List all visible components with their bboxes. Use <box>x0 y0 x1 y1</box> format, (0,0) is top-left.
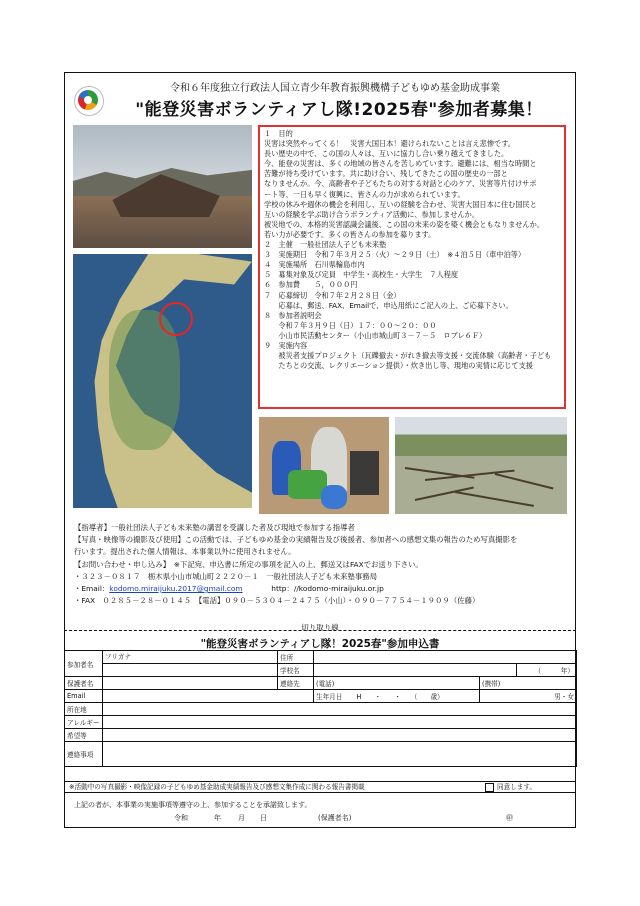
sponsor-subtitle: 令和６年度独立行政法人国立青少年教育振興機構子どもゆめ基金助成事業 <box>170 83 500 94</box>
date-day-label: 日 <box>260 814 267 822</box>
birthdate-field[interactable] <box>314 690 480 703</box>
address-field[interactable] <box>314 651 577 664</box>
cut-line-label: 切り取り線 <box>301 623 339 632</box>
contact-notes <box>74 522 568 607</box>
info-line: ６ 参加費 ５，０００円 <box>264 280 358 290</box>
info-line: 災害は突然やってくる！ 災害大国日本！避けられないことは言え悲惨です。 <box>264 139 515 149</box>
requests-field[interactable] <box>103 729 577 742</box>
table-row <box>65 677 577 690</box>
phone-label: (電話) <box>316 680 335 688</box>
contact-notes-field[interactable] <box>103 742 577 767</box>
mobile-field[interactable] <box>480 677 577 690</box>
guardian-consent-text: 上記の者が、本事業の実施事項等遵守の上、参加することを承諾致します。 <box>74 801 312 809</box>
furigana-field[interactable] <box>103 651 278 664</box>
cracked-ground-photo <box>395 417 567 514</box>
school-field[interactable] <box>314 664 517 677</box>
email-line <box>74 583 568 595</box>
participant-name-label: 参加者名 <box>65 651 103 677</box>
info-line: 若い力が必要です。多くの皆さんの参加を募ります。 <box>264 229 436 239</box>
disaster-house-photo <box>73 125 252 248</box>
info-line: 苦難が待ち受けています。共に助け合い、残してきたこの国の歴史の一部と <box>264 169 508 179</box>
info-line: 応募は、郵送、FAX、Emailで、申込用紙にご記入の上、ご応募下さい。 <box>264 300 513 310</box>
consent-agree-label: 同意します。 <box>497 783 537 791</box>
email-label: Email <box>65 690 103 703</box>
table-row <box>65 703 577 716</box>
email-label: ・Email： <box>74 584 110 594</box>
address-label: 住所 <box>278 651 314 664</box>
privacy-note: 行います。提出された個人情報は、本事業以外に使用されません。 <box>74 547 296 557</box>
birthdate-label: 生年月日 <box>316 693 343 701</box>
phone-field[interactable] <box>314 677 480 690</box>
table-row <box>65 690 577 703</box>
inquiry-note: 【お問い合わせ・申し込み】 ※下記宛、申込書に所定の事項を記入の上、郵送又はFAXでお送り下さい。 <box>74 559 423 569</box>
guardian-name-field[interactable] <box>103 677 278 690</box>
info-line: 互いの経験を学ぶ助け合うボランティア活動に、参加しませんか。 <box>264 209 480 219</box>
date-month-label: 月 <box>238 814 245 822</box>
event-info-box <box>258 125 566 409</box>
application-form-table <box>64 650 577 767</box>
volunteer-care-photo <box>259 417 389 514</box>
info-line: １ 目的 <box>264 129 293 138</box>
info-line: ８ 参加者説明会 <box>264 310 322 320</box>
info-line: たちとの交流、レクリエーション提供）・炊き出し等、現地の実情に応じて支援 <box>264 361 533 371</box>
info-line: 被災地での、本格的災害認識会議後、この国の未来の姿を築く機会ともなりませんか。 <box>264 219 545 229</box>
cut-line <box>64 630 576 631</box>
info-line: ９ 実施内容 <box>264 340 308 350</box>
fax-phone-line: ・FAX ０２８５－２８－０１４５ 【電話】０９０－５３０４－２４７５（小山）・０９０－７７５４－１９０９（佐藤） <box>74 596 480 606</box>
info-line: 令和７年３月９日（日）１７：００～２０：００ <box>264 320 437 330</box>
info-line: ５ 募集対象及び定員 中学生・高校生・大学生 ７人程度 <box>264 270 459 280</box>
contact-notes-label: 連絡事項 <box>65 742 103 767</box>
allergy-field[interactable] <box>103 716 577 729</box>
seal-mark: ㊞ <box>506 814 513 822</box>
guardian-signature-label: (保護者名) <box>318 814 352 822</box>
table-row <box>65 651 577 664</box>
photo-usage-note: 【写真・映像等の撮影及び使用】この活動では、子どもゆめ基金の実績報告及び後援者、参加者への感想文集の報告のため写真撮影を <box>74 535 518 545</box>
photo-consent-row <box>64 781 576 793</box>
info-line: 小山市民活動センター（小山市城山町３－７－５ ロブレ６Ｆ） <box>264 330 487 340</box>
location-label: 所在地 <box>65 703 103 716</box>
consent-checkbox[interactable] <box>485 783 494 792</box>
info-line: 長い歴史の中で、この国の人々は、互いに協力し合い乗り越えてきました。 <box>264 149 509 159</box>
consent-text: ※活動中の写真撮影・映像記録の子どもゆめ基金助成実績報告及び感想文集作成に関わる報告書掲載 <box>69 783 365 791</box>
info-line: ７ 応募締切 令和７年２月２８日（金） <box>264 290 401 300</box>
info-line: ート等、一日も早く復興に、皆さんの力が求められています。 <box>264 189 465 199</box>
info-line: ２ 主催 一般社団法人子ども未来塾 <box>264 240 387 250</box>
location-highlight-circle <box>159 302 193 336</box>
gender-field[interactable]: 男・女 <box>480 690 577 703</box>
form-title: "能登災害ボランティアし隊！2025春"参加申込書 <box>200 638 440 650</box>
contact-label: 連絡先 <box>278 677 314 690</box>
date-year-label: 年 <box>214 814 221 822</box>
table-row <box>65 729 577 742</box>
email-link[interactable]: kodomo.miraijuku.2017@gmail.com <box>109 584 243 594</box>
table-row <box>65 664 577 677</box>
school-label: 学校名 <box>278 664 314 677</box>
instructor-note: 【指導者】一般社団法人子ども未来塾の講習を受講した者及び現地で参加する指導者 <box>74 523 355 532</box>
date-era: 令和 <box>174 814 188 822</box>
info-line: ４ 実施場所 石川県輪島市内 <box>264 260 365 270</box>
mobile-label: (携帯) <box>482 680 501 688</box>
requests-label: 希望等 <box>65 729 103 742</box>
info-line: 被災者支援プロジェクト（瓦礫撤去・がれき撤去等支援・交流体験（高齢者・子ども <box>264 351 552 361</box>
participant-name-field[interactable] <box>103 664 278 677</box>
table-row <box>65 742 577 767</box>
website-link[interactable]: http：//kodomo-miraijuku.or.jp <box>271 584 384 594</box>
info-line: なりませんか。今、高齢者や子どもたちの对する対話と心のケア、災害等片付けサポ <box>264 179 537 189</box>
furigana-label: フリガナ <box>105 653 132 661</box>
email-field[interactable] <box>103 690 314 703</box>
allergy-label: アレルギー <box>65 716 103 729</box>
noto-map-image <box>73 254 252 508</box>
info-line: 学校の休みや週休の機会を利用し、互いの経験を合わせ、災害大国日本に住む国民と <box>264 199 537 209</box>
table-row <box>65 716 577 729</box>
postal-address: ・３２３－０８１７ 栃木県小山市城山町２２２０－１ 一般社団法人子ども未来塾事務局 <box>74 571 378 581</box>
grade-field[interactable]: （ 年） <box>517 664 577 677</box>
info-line: ３ 実施期日 令和７年３月２５（火）～２９日（土） ※４泊５日（車中泊等） <box>264 250 526 260</box>
guardian-name-label: 保護者名 <box>65 677 103 690</box>
location-field[interactable] <box>103 703 577 716</box>
page-title: "能登災害ボランティアし隊!2025春"参加者募集！ <box>135 100 543 120</box>
info-line: 今、能登の災害は、多くの地域の皆さんを苦しめています。避難には、相当な時間と <box>264 159 537 169</box>
birthdate-format: H ・ ・ （ 歳） <box>356 693 444 701</box>
